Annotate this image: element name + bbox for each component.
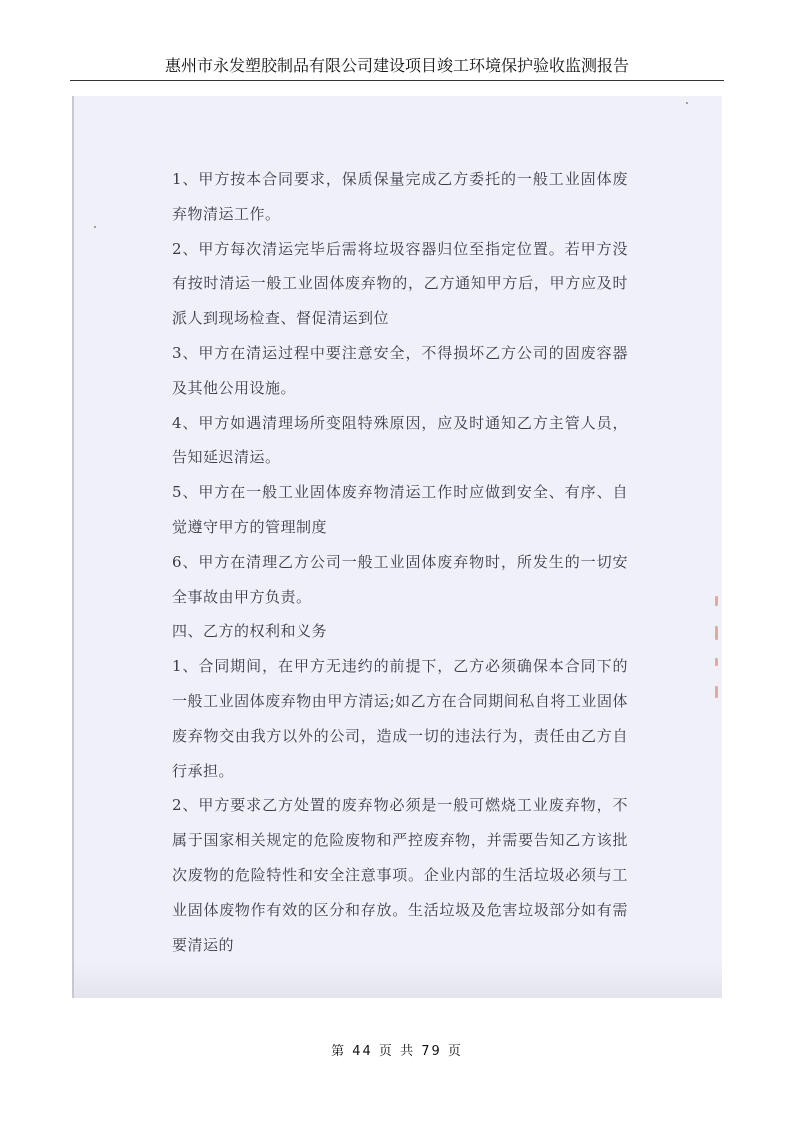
seal-trace — [715, 686, 718, 698]
page-number — [0, 1040, 794, 1059]
seal-trace — [715, 626, 718, 640]
report-title: 惠州市永发塑胶制品有限公司建设项目竣工环境保护验收监测报告 — [164, 56, 629, 75]
clause-paragraph: 5、甲方在一般工业固体废弃物清运工作时应做到安全、有序、自觉遵守甲方的管理制度 — [172, 483, 628, 536]
clause-paragraph: 4、甲方如遇清理场所变阻特殊原因，应及时通知乙方主管人员，告知延迟清运。 — [172, 413, 628, 467]
section-heading: 四、乙方的权利和义务 — [172, 622, 328, 641]
seal-trace — [715, 658, 718, 666]
scan-speck — [94, 226, 96, 228]
scanned-contract-image — [72, 96, 722, 998]
clause-paragraph: 3、甲方在清运过程中要注意安全，不得损坏乙方公司的固废容器及其他公用设施。 — [172, 343, 628, 397]
page-number-label: 第 44 页 共 79 页 — [331, 1044, 463, 1059]
scan-speck — [686, 102, 688, 104]
clause-paragraph: 1、合同期间，在甲方无违约的前提下，乙方必须确保本合同下的一般工业固体废弃物由甲方清运;如乙方在合同期间私自将工业固体废弃物交由我方以外的公司，造成一切的违法行为，责任由乙方自行承担。 — [172, 657, 628, 780]
seal-trace — [715, 596, 718, 606]
clause-paragraph: 2、甲方每次清运完毕后需将垃圾容器归位至指定位置。若甲方没有按时清运一般工业固体废弃物的，乙方通知甲方后，甲方应及时派人到现场检查、督促清运到位 — [172, 239, 628, 328]
clause-paragraph: 6、甲方在清理乙方公司一般工业固体废弃物时，所发生的一切安全事故由甲方负责。 — [172, 552, 628, 606]
report-header — [70, 52, 724, 81]
clause-paragraph: 1、甲方按本合同要求，保质保量完成乙方委托的一般工业固体废弃物清运工作。 — [172, 170, 628, 223]
clause-paragraph: 2、甲方要求乙方处置的废弃物必须是一般可燃烧工业废弃物，不属于国家相关规定的危险废物和严控废弃物，并需要告知乙方该批次废物的危险特性和安全注意事项。企业内部的生活垃圾必须与工业固体废物作有效的区分和存放。生活垃圾及危害垃圾部分如有需要清运的 — [172, 796, 628, 954]
contract-text — [172, 162, 628, 962]
